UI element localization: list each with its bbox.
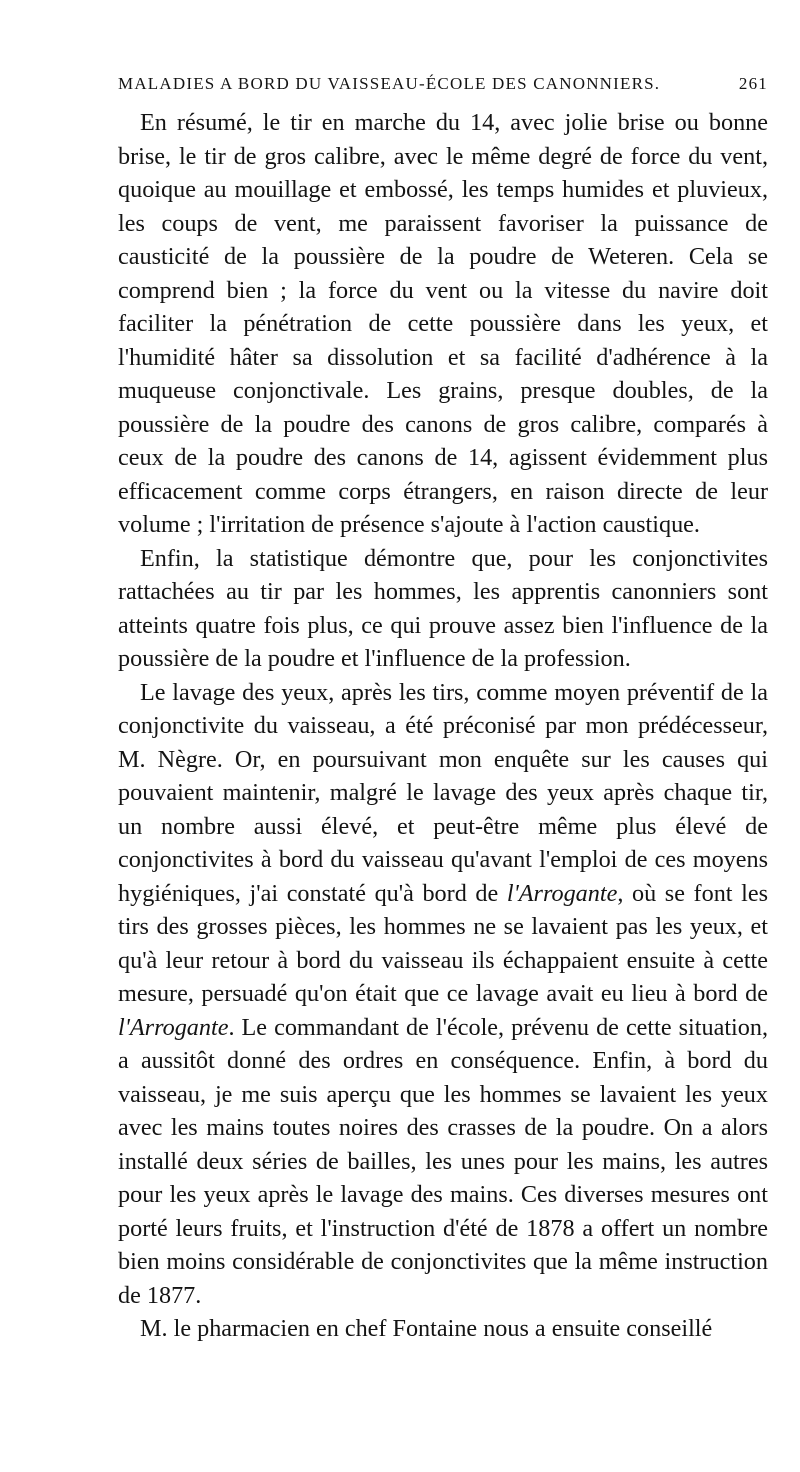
paragraph-3-part-3: . Le commandant de l'école, prévenu de cette situation, a aussitôt donné des ordres en conséquence. Enfin, à bord du vaisseau, je me suis aperçu que les hommes se lavaient les yeux avec les mains toutes noires des crasses de la poudre. On a alors installé deux séries de bailles, les unes pour les mains, les autres pour les yeux après le lavage des mains. Ces diverses mesures ont porté leurs fruits, et l'instruction d'été de 1878 a offert un nombre bien moins considérable de conjonctivites que la même instruction de 1877. [118,1013,768,1309]
paragraph-1: En résumé, le tir en marche du 14, avec jolie brise ou bonne brise, le tir de gros calibre, avec le même degré de force du vent, quoique au mouillage et embossé, les temps humides et pluvieux, les coups de vent, me paraissent favoriser la puissance de causticité de la poussière de la poudre de Weteren. Cela se comprend bien ; la force du vent ou la vitesse du navire doit faciliter la pénétration de cette poussière dans les yeux, et l'humidité hâter sa dissolution et sa facilité d'adhérence à la muqueuse conjonctivale. Les grains, presque doubles, de la poussière de la poudre des canons de gros calibre, comparés à ceux de la poudre des canons de 14, agissent évidemment plus efficacement comme corps étrangers, en raison directe de leur volume ; l'irritation de présence s'ajoute à l'action caustique. [118,109,768,538]
paragraph-3-part-2: , où se font les tirs des grosses pièces, les hommes ne se lavaient pas les yeux, et qu'à leur retour à bord du vaisseau ils échappaient ensuite à cette mesure, persuadé qu'on était que ce lavage avait eu lieu à bord de [118,879,768,1007]
running-head [118,74,768,104]
paragraph-3 [118,676,768,1313]
ship-name-arrogante: l'Arrogante [506,879,618,907]
paragraph-2: Enfin, la statistique démontre que, pour les conjonctivites rattachées au tir par les hommes, les apprentis canonniers sont atteints quatre fois plus, ce qui prouve assez bien l'influence de la poussière de la poudre et l'influence de la profession. [118,544,768,672]
page-number: 261 [738,74,768,93]
paragraph-3-part-1: Le lavage des yeux, après les tirs, comme moyen préventif de la conjonctivite du vaisseau, a été préconisé par mon prédécesseur, M. Nègre. Or, en poursuivant mon enquête sur les causes qui pouvaient maintenir, malgré le lavage des yeux après chaque tir, un nombre aussi élevé, et peut-être même plus élevé de conjonctivites à bord du vaisseau qu'avant l'emploi de ces moyens hygiéniques, j'ai constaté qu'à bord de [118,678,768,907]
ship-name-arrogante-second: l'Arrogante [118,1013,229,1041]
paragraph-4: M. le pharmacien en chef Fontaine nous a ensuite conseillé [140,1315,713,1342]
body-text [118,106,768,1346]
running-title: MALADIES A BORD DU VAISSEAU-ÉCOLE DES CANONNIERS. [118,74,661,93]
